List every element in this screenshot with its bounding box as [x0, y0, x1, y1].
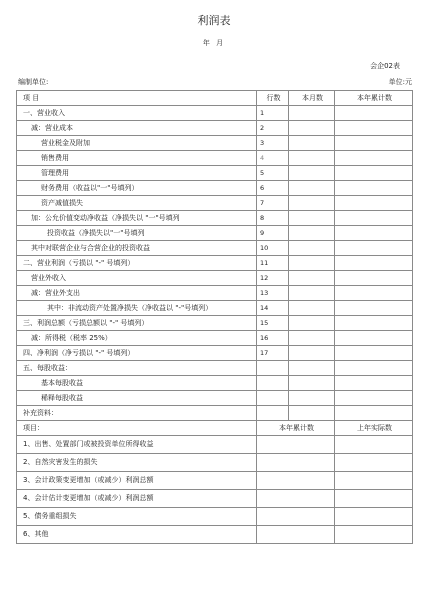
- table-row: [17, 196, 413, 211]
- month-value-cell: [289, 256, 335, 271]
- ytd-value-cell: [335, 301, 413, 316]
- supplement-row: [17, 490, 413, 508]
- ytd-value-cell: [335, 316, 413, 331]
- supplement-row: [17, 526, 413, 544]
- table-row: [17, 271, 413, 286]
- supplement-section-row: [17, 406, 413, 421]
- table-row: [17, 316, 413, 331]
- month-value-cell: [289, 106, 335, 121]
- row-label: 四、净利润（净亏损以 "-" 号填列）: [17, 346, 257, 361]
- supplement-col-prev: 上年实际数: [335, 421, 413, 436]
- month-value-cell: [289, 121, 335, 136]
- supplement-row: [17, 436, 413, 454]
- ytd-value-cell: [335, 106, 413, 121]
- supplement-row: [17, 454, 413, 472]
- table-row: [17, 106, 413, 121]
- month-value-cell: [289, 286, 335, 301]
- table-row: [17, 226, 413, 241]
- supplement-row-label: 3、会计政策变更增加（或减少）利润总额: [17, 472, 257, 490]
- row-label: 减：营业外支出: [17, 286, 257, 301]
- row-number: 17: [257, 346, 289, 361]
- supplement-col-item: 项目：: [17, 421, 257, 436]
- table-row: [17, 346, 413, 361]
- row-number: [257, 361, 289, 376]
- supplement-prev-cell: [335, 472, 413, 490]
- row-number: 9: [257, 226, 289, 241]
- supplement-section-blank: [289, 406, 335, 421]
- supplement-prev-cell: [335, 508, 413, 526]
- supplement-section-blank: [335, 406, 413, 421]
- row-number: 2: [257, 121, 289, 136]
- ytd-value-cell: [335, 331, 413, 346]
- ytd-value-cell: [335, 166, 413, 181]
- supplement-ytd-cell: [257, 508, 335, 526]
- row-label: 二、营业利润（亏损以 "-" 号填列）: [17, 256, 257, 271]
- month-value-cell: [289, 316, 335, 331]
- ytd-value-cell: [335, 391, 413, 406]
- supplement-section-blank: [257, 406, 289, 421]
- col-header-ytd: 本年累计数: [335, 91, 413, 106]
- ytd-value-cell: [335, 241, 413, 256]
- supplement-body: [17, 406, 413, 544]
- supplement-row-label: 5、债务重组损失: [17, 508, 257, 526]
- row-label: 营业外收入: [17, 271, 257, 286]
- ytd-value-cell: [335, 271, 413, 286]
- period-label: 年 月: [202, 39, 226, 47]
- month-value-cell: [289, 346, 335, 361]
- ytd-value-cell: [335, 181, 413, 196]
- row-number: 11: [257, 256, 289, 271]
- month-value-cell: [289, 361, 335, 376]
- row-label: 三、利润总额（亏损总额以 "-" 号填列）: [17, 316, 257, 331]
- month-value-cell: [289, 301, 335, 316]
- supplement-prev-cell: [335, 526, 413, 544]
- month-value-cell: [289, 271, 335, 286]
- row-number: 7: [257, 196, 289, 211]
- table-row: [17, 256, 413, 271]
- table-row: [17, 121, 413, 136]
- row-number: 14: [257, 301, 289, 316]
- form-code: 会企02表: [370, 62, 400, 70]
- table-row: [17, 361, 413, 376]
- row-number: 1: [257, 106, 289, 121]
- col-header-row-number: 行数: [257, 91, 289, 106]
- supplement-row-label: 4、会计估计变更增加（或减少）利润总额: [17, 490, 257, 508]
- ytd-value-cell: [335, 286, 413, 301]
- supplement-prev-cell: [335, 436, 413, 454]
- supplement-header-row: [17, 421, 413, 436]
- ytd-value-cell: [335, 226, 413, 241]
- table-row: [17, 331, 413, 346]
- month-value-cell: [289, 331, 335, 346]
- ytd-value-cell: [335, 136, 413, 151]
- ytd-value-cell: [335, 211, 413, 226]
- month-value-cell: [289, 196, 335, 211]
- supplement-prev-cell: [335, 490, 413, 508]
- row-label: 减：所得税（税率 25%）: [17, 331, 257, 346]
- month-value-cell: [289, 376, 335, 391]
- table-row: [17, 391, 413, 406]
- row-label: 财务费用（收益以"一"号填列）: [17, 181, 257, 196]
- row-number: 12: [257, 271, 289, 286]
- supplement-ytd-cell: [257, 454, 335, 472]
- table-row: [17, 241, 413, 256]
- supplement-section-label: 补充资料：: [17, 406, 257, 421]
- supplement-row-label: 2、自然灾害发生的损失: [17, 454, 257, 472]
- col-header-item: 项 目: [17, 91, 257, 106]
- supplement-col-ytd: 本年累计数: [257, 421, 335, 436]
- row-label: 五、每股收益：: [17, 361, 257, 376]
- row-number: 6: [257, 181, 289, 196]
- row-label: 管理费用: [17, 166, 257, 181]
- page-title: 利润表: [197, 14, 231, 27]
- supplement-row-label: 1、出售、处置部门或被投资单位所得收益: [17, 436, 257, 454]
- row-number: [257, 376, 289, 391]
- row-number: 13: [257, 286, 289, 301]
- month-value-cell: [289, 391, 335, 406]
- supplement-row: [17, 508, 413, 526]
- row-number: 3: [257, 136, 289, 151]
- row-label: 其中：非流动资产处置净损失（净收益以 "-"号填列）: [17, 301, 257, 316]
- row-number: 4: [257, 151, 289, 166]
- row-number: 10: [257, 241, 289, 256]
- table-row: [17, 181, 413, 196]
- row-label: 资产减值损失: [17, 196, 257, 211]
- row-label: 销售费用: [17, 151, 257, 166]
- ytd-value-cell: [335, 196, 413, 211]
- row-number: [257, 391, 289, 406]
- supplement-row-label: 6、其他: [17, 526, 257, 544]
- row-label: 其中对联营企业与合营企业的投资收益: [17, 241, 257, 256]
- compiler-label: 编制单位:: [18, 78, 49, 86]
- row-label: 营业税金及附加: [17, 136, 257, 151]
- ytd-value-cell: [335, 361, 413, 376]
- income-statement-body: [17, 91, 413, 406]
- row-label: 基本每股收益: [17, 376, 257, 391]
- supplement-prev-cell: [335, 454, 413, 472]
- table-row: [17, 151, 413, 166]
- month-value-cell: [289, 151, 335, 166]
- table-row: [17, 286, 413, 301]
- header-row: [17, 91, 413, 106]
- supplement-ytd-cell: [257, 490, 335, 508]
- supplement-ytd-cell: [257, 472, 335, 490]
- ytd-value-cell: [335, 376, 413, 391]
- row-number: 16: [257, 331, 289, 346]
- row-label: 一、营业收入: [17, 106, 257, 121]
- month-value-cell: [289, 211, 335, 226]
- supplement-ytd-cell: [257, 436, 335, 454]
- row-number: 5: [257, 166, 289, 181]
- row-number: 15: [257, 316, 289, 331]
- table-row: [17, 376, 413, 391]
- table-row: [17, 166, 413, 181]
- ytd-value-cell: [335, 346, 413, 361]
- month-value-cell: [289, 181, 335, 196]
- unit-label: 单位:元: [388, 78, 412, 86]
- col-header-month: 本月数: [289, 91, 335, 106]
- row-label: 减：营业成本: [17, 121, 257, 136]
- month-value-cell: [289, 166, 335, 181]
- table-row: [17, 301, 413, 316]
- row-label: 投资收益（净损失以"一"号填列: [17, 226, 257, 241]
- month-value-cell: [289, 241, 335, 256]
- supplement-ytd-cell: [257, 526, 335, 544]
- ytd-value-cell: [335, 121, 413, 136]
- row-number: 8: [257, 211, 289, 226]
- month-value-cell: [289, 136, 335, 151]
- ytd-value-cell: [335, 151, 413, 166]
- income-statement-table: [16, 90, 413, 544]
- row-label: 稀释每股收益: [17, 391, 257, 406]
- supplement-row: [17, 472, 413, 490]
- table-row: [17, 211, 413, 226]
- month-value-cell: [289, 226, 335, 241]
- ytd-value-cell: [335, 256, 413, 271]
- table-row: [17, 136, 413, 151]
- row-label: 加：公允价值变动净收益（净损失以 "一"号填列: [17, 211, 257, 226]
